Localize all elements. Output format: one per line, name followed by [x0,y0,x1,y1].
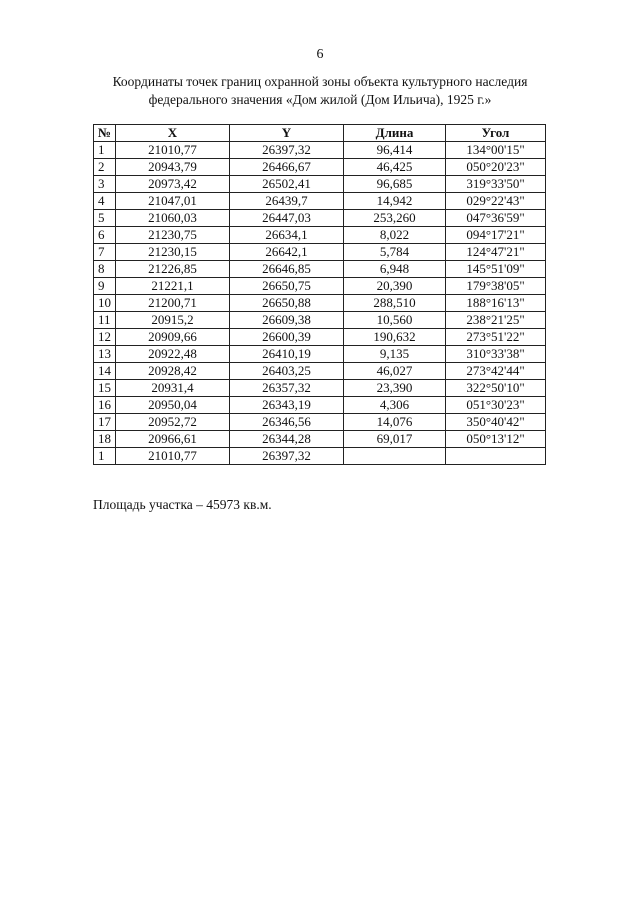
cell-x: 21230,75 [116,227,230,244]
cell-x: 20950,04 [116,397,230,414]
cell-number: 1 [94,142,116,159]
cell-number: 2 [94,159,116,176]
cell-number: 7 [94,244,116,261]
cell-angle: 188°16'13" [446,295,546,312]
cell-number: 18 [94,431,116,448]
cell-y: 26642,1 [230,244,344,261]
table-header-row [94,125,546,142]
cell-angle: 047°36'59" [446,210,546,227]
cell-length: 8,022 [344,227,446,244]
table-row [94,431,546,448]
cell-angle: 051°30'23" [446,397,546,414]
cell-length: 9,135 [344,346,446,363]
table-row [94,278,546,295]
cell-y: 26650,75 [230,278,344,295]
cell-number: 11 [94,312,116,329]
page-number: 6 [316,47,324,62]
cell-angle: 145°51'09" [446,261,546,278]
coordinates-table [93,124,546,465]
table-row [94,142,546,159]
cell-number: 10 [94,295,116,312]
cell-angle: 273°51'22" [446,329,546,346]
document-title [60,73,580,109]
cell-angle: 322°50'10" [446,380,546,397]
table-body [94,142,546,465]
table-row [94,363,546,380]
cell-length [344,448,446,465]
table-row [94,329,546,346]
cell-number: 3 [94,176,116,193]
cell-x: 21200,71 [116,295,230,312]
cell-x: 20928,42 [116,363,230,380]
cell-y: 26634,1 [230,227,344,244]
cell-y: 26439,7 [230,193,344,210]
cell-length: 69,017 [344,431,446,448]
cell-length: 253,260 [344,210,446,227]
cell-length: 46,425 [344,159,446,176]
header-x: X [116,125,230,142]
area-text: Площадь участка – 45973 кв.м. [93,497,272,512]
cell-x: 20915,2 [116,312,230,329]
table-row [94,176,546,193]
cell-y: 26397,32 [230,142,344,159]
cell-angle: 350°40'42" [446,414,546,431]
cell-angle: 094°17'21" [446,227,546,244]
cell-length: 4,306 [344,397,446,414]
header-angle: Угол [446,125,546,142]
title-line-1: Координаты точек границ охранной зоны объекта культурного наследия [112,74,528,89]
cell-length: 14,942 [344,193,446,210]
cell-x: 21221,1 [116,278,230,295]
cell-y: 26447,03 [230,210,344,227]
header-number: № [94,125,116,142]
cell-y: 26397,32 [230,448,344,465]
cell-x: 20922,48 [116,346,230,363]
cell-x: 21226,85 [116,261,230,278]
cell-x: 20931,4 [116,380,230,397]
title-line-2: федерального значения «Дом жилой (Дом Ильича), 1925 г.» [148,92,492,107]
cell-number: 15 [94,380,116,397]
table-row [94,210,546,227]
cell-number: 9 [94,278,116,295]
table-row [94,261,546,278]
cell-x: 20973,42 [116,176,230,193]
cell-number: 5 [94,210,116,227]
cell-y: 26466,67 [230,159,344,176]
cell-y: 26502,41 [230,176,344,193]
table-row [94,380,546,397]
cell-y: 26344,28 [230,431,344,448]
cell-x: 21047,01 [116,193,230,210]
cell-length: 46,027 [344,363,446,380]
cell-y: 26403,25 [230,363,344,380]
cell-angle: 050°20'23" [446,159,546,176]
cell-length: 14,076 [344,414,446,431]
cell-y: 26646,85 [230,261,344,278]
cell-x: 21230,15 [116,244,230,261]
cell-y: 26357,32 [230,380,344,397]
cell-length: 96,414 [344,142,446,159]
cell-y: 26343,19 [230,397,344,414]
cell-angle: 179°38'05" [446,278,546,295]
cell-number: 17 [94,414,116,431]
table-row [94,193,546,210]
table-row [94,448,546,465]
cell-length: 190,632 [344,329,446,346]
cell-y: 26410,19 [230,346,344,363]
cell-length: 10,560 [344,312,446,329]
cell-angle: 134°00'15" [446,142,546,159]
cell-x: 20909,66 [116,329,230,346]
cell-angle: 029°22'43" [446,193,546,210]
table-row [94,397,546,414]
cell-y: 26650,88 [230,295,344,312]
cell-x: 20952,72 [116,414,230,431]
table-row [94,312,546,329]
cell-y: 26346,56 [230,414,344,431]
table-row [94,346,546,363]
cell-angle: 319°33'50" [446,176,546,193]
cell-angle [446,448,546,465]
cell-y: 26600,39 [230,329,344,346]
cell-x: 20943,79 [116,159,230,176]
cell-angle: 050°13'12" [446,431,546,448]
table-row [94,295,546,312]
cell-angle: 238°21'25" [446,312,546,329]
cell-length: 96,685 [344,176,446,193]
header-y: Y [230,125,344,142]
cell-x: 21010,77 [116,448,230,465]
cell-length: 5,784 [344,244,446,261]
cell-number: 13 [94,346,116,363]
cell-number: 6 [94,227,116,244]
cell-angle: 273°42'44" [446,363,546,380]
cell-x: 21010,77 [116,142,230,159]
table-row [94,227,546,244]
cell-length: 288,510 [344,295,446,312]
cell-x: 21060,03 [116,210,230,227]
table-row [94,414,546,431]
cell-number: 1 [94,448,116,465]
cell-y: 26609,38 [230,312,344,329]
cell-number: 12 [94,329,116,346]
cell-angle: 124°47'21" [446,244,546,261]
table-row [94,159,546,176]
cell-length: 23,390 [344,380,446,397]
header-length: Длина [344,125,446,142]
cell-number: 14 [94,363,116,380]
cell-number: 4 [94,193,116,210]
cell-angle: 310°33'38" [446,346,546,363]
cell-length: 20,390 [344,278,446,295]
cell-number: 8 [94,261,116,278]
cell-x: 20966,61 [116,431,230,448]
table-row [94,244,546,261]
cell-length: 6,948 [344,261,446,278]
cell-number: 16 [94,397,116,414]
